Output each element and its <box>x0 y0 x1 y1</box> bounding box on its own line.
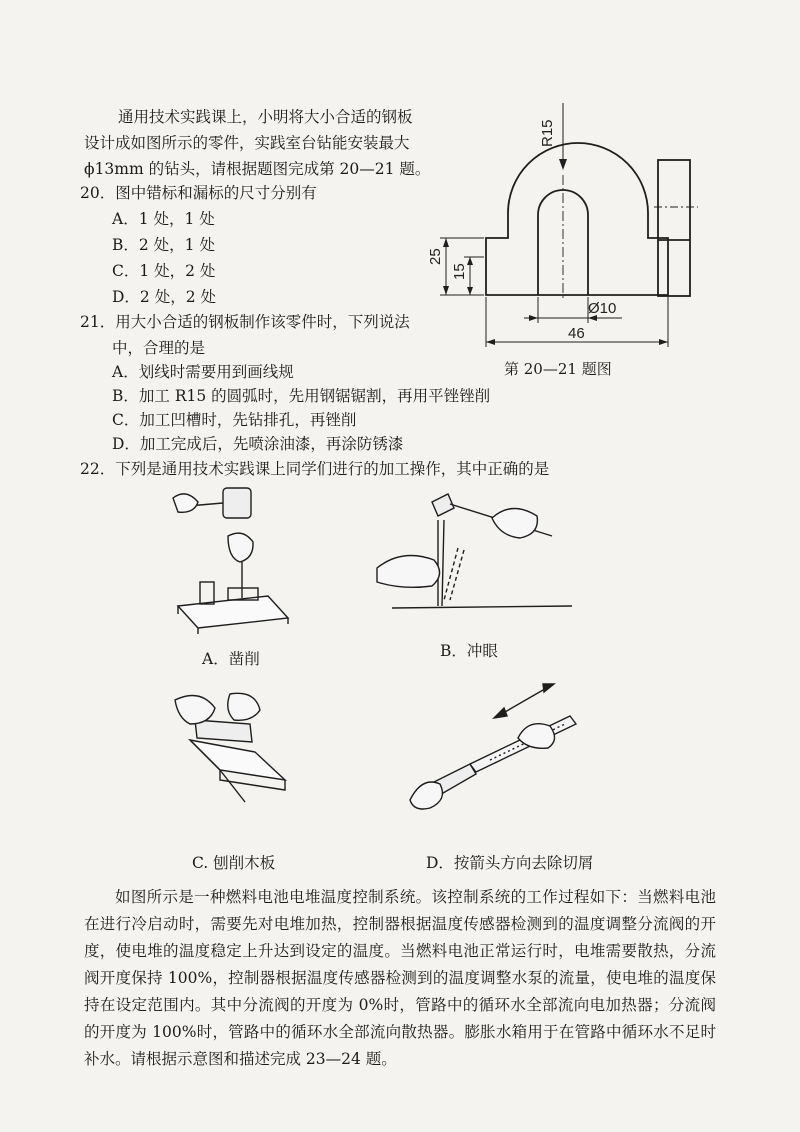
dim-phi10: Ø10 <box>588 300 617 317</box>
intro-line-1: 通用技术实践课上，小明将大小合适的钢板 <box>118 108 413 126</box>
passage-text: 如图所示是一种燃料电池电堆温度控制系统。该控制系统的工作过程如下：当燃料电池在进行冷启动时，需要先对电堆加热，控制器根据温度传感器检测到的温度调整分流阀的开度，使电堆的温度稳定上升达到设定的温度。当燃料电池正常运行时，电堆需要散热，分流阀开度保持 100%，控制器根据温度传感器检测到的温度调整水泵的流量，使电堆的温度保持在设定范围内。其中分流阀的开度为 0%时，管路中的循环水全部流向电加热器；分流阀的开度为 100%时，管路中的循环水全部流向散热器。膨胀水箱用于在管路中循环水不足时补水。请根据示意图和描述完成 23—24 题。 <box>84 888 716 1068</box>
q22-stem: 22．下列是通用技术实践课上同学们进行的加工操作，其中正确的是 <box>80 460 550 478</box>
q20-stem: 20．图中错标和漏标的尺寸分别有 <box>80 184 317 202</box>
q21-option-a: A．划线时需要用到画线规 <box>112 363 294 381</box>
q22-caption-d: D．按箭头方向去除切屑 <box>426 854 594 872</box>
q21-stem-line-1: 21．用大小合适的钢板制作该零件时，下列说法 <box>80 313 410 331</box>
dim-46: 46 <box>568 325 585 342</box>
part-outline <box>486 143 668 295</box>
q21-option-c: C．加工凹槽时，先钻排孔，再锉削 <box>112 411 357 429</box>
illustration-filing <box>400 680 600 830</box>
intro-line-3: ϕ13mm 的钻头，请根据题图完成第 20—21 题。 <box>84 160 431 178</box>
side-view <box>658 160 690 296</box>
q20-option-b: B．2 处，1 处 <box>112 236 215 254</box>
illustration-punching <box>372 478 592 628</box>
dim-r15: R15 <box>539 119 556 147</box>
intro-line-2: 设计成如图所示的零件，实践室台钻能安装最大 <box>84 134 410 152</box>
illustration-planing <box>160 680 300 810</box>
q22-caption-c: C. 刨削木板 <box>192 854 276 872</box>
q21-option-b: B．加工 R15 的圆弧时，先用钢锯锯割，再用平锉锉削 <box>112 387 491 405</box>
q20-option-c: C．1 处，2 处 <box>112 262 216 280</box>
q20-option-a: A．1 处，1 处 <box>112 210 215 228</box>
illustration-chiselling <box>168 478 318 638</box>
q22-caption-a: A．凿削 <box>202 650 260 668</box>
r15-arrow <box>559 159 567 170</box>
drawing-caption: 第 20—21 题图 <box>504 360 612 378</box>
part-drawing <box>420 95 710 385</box>
q20-option-d: D．2 处，2 处 <box>112 288 217 306</box>
q22-caption-b: B．冲眼 <box>440 642 498 660</box>
q21-option-d: D．加工完成后，先喷涂油漆，再涂防锈漆 <box>112 435 404 453</box>
dim-25: 25 <box>427 248 444 265</box>
q21-stem-line-2: 中，合理的是 <box>112 339 206 357</box>
dim-15: 15 <box>451 263 468 280</box>
